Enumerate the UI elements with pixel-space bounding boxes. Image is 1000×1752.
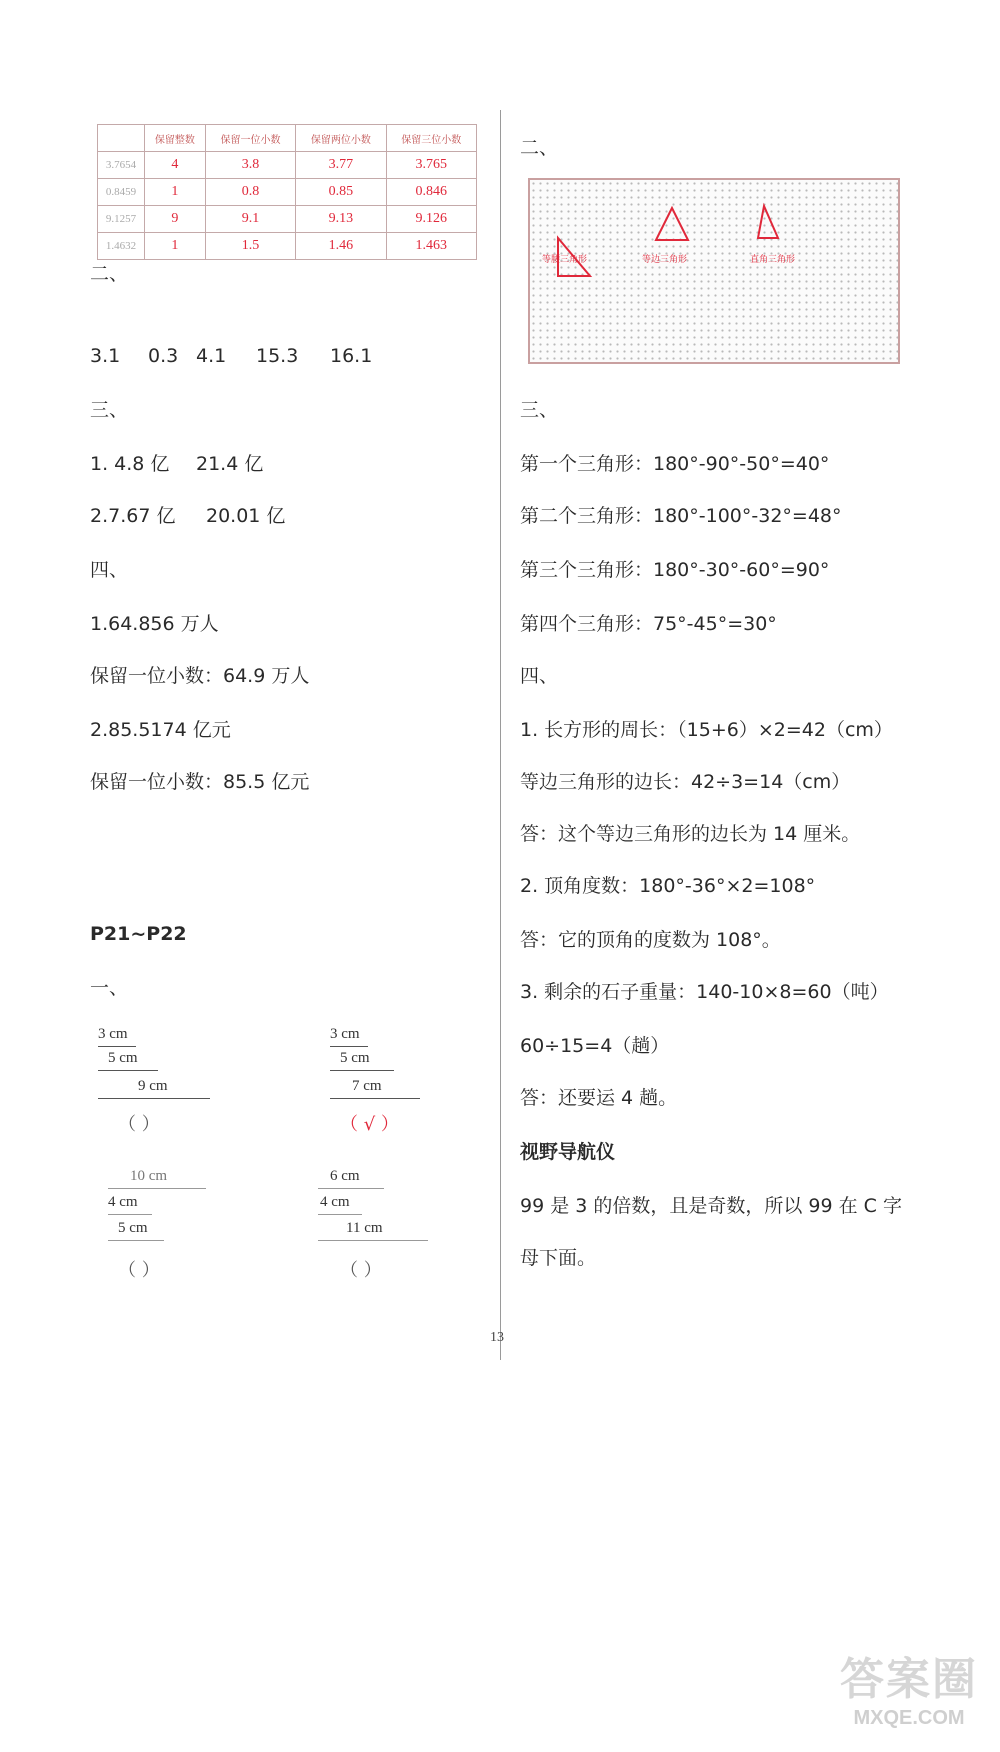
table-row-number: 9.1257 bbox=[98, 206, 145, 233]
table-cell: 1.46 bbox=[296, 233, 386, 260]
answer-number: 15.3 bbox=[256, 345, 299, 367]
segment-line bbox=[98, 1046, 136, 1047]
answer-number: 16.1 bbox=[330, 345, 373, 367]
table-row bbox=[98, 233, 477, 260]
table-cell: 0.8 bbox=[205, 179, 295, 206]
section-heading: 二、 bbox=[520, 137, 559, 159]
segment-label: 5 cm bbox=[340, 1050, 370, 1066]
dot-grid-drawing bbox=[528, 178, 900, 364]
segment-label: 10 cm bbox=[130, 1168, 168, 1184]
segment-label: 7 cm bbox=[352, 1078, 382, 1094]
triangle-label: 等腰三角形 bbox=[542, 255, 588, 265]
answer-parentheses: （ ） bbox=[118, 1260, 160, 1281]
answer-line: 21.4 亿 bbox=[196, 453, 264, 475]
segment-label: 3 cm bbox=[98, 1026, 128, 1042]
answer-line: 第二个三角形：180°-100°-32°=48° bbox=[520, 505, 842, 527]
segment-line bbox=[318, 1188, 384, 1189]
answer-parentheses: （ ） bbox=[118, 1114, 160, 1135]
table-cell: 3.77 bbox=[296, 152, 386, 179]
segment-line bbox=[318, 1240, 428, 1241]
section-heading: 二、 bbox=[90, 263, 129, 285]
answer-number: 0.3 bbox=[148, 345, 179, 367]
table-header: 保留两位小数 bbox=[296, 125, 386, 152]
table-row-number: 1.4632 bbox=[98, 233, 145, 260]
table-cell: 9 bbox=[145, 206, 206, 233]
section-heading: 三、 bbox=[520, 399, 559, 421]
table-cell: 0.846 bbox=[386, 179, 476, 206]
answer-line: 保留一位小数：85.5 亿元 bbox=[90, 771, 310, 793]
segment-label: 4 cm bbox=[320, 1194, 350, 1210]
segment-label: 11 cm bbox=[346, 1220, 383, 1236]
segment-label: 5 cm bbox=[108, 1050, 138, 1066]
table-cell: 4 bbox=[145, 152, 206, 179]
answer-line: 1. 长方形的周长：（15+6）×2=42（cm） bbox=[520, 719, 893, 741]
table-corner-cell bbox=[98, 125, 145, 152]
table-cell: 9.13 bbox=[296, 206, 386, 233]
page-range-heading: P21~P22 bbox=[90, 923, 187, 945]
table-cell: 1 bbox=[145, 179, 206, 206]
segment-line bbox=[98, 1098, 210, 1099]
table-header-row bbox=[98, 125, 477, 152]
table-cell: 3.765 bbox=[386, 152, 476, 179]
answer-line: 答：它的顶角的度数为 108°。 bbox=[520, 929, 781, 951]
answer-line: 第三个三角形：180°-30°-60°=90° bbox=[520, 559, 830, 581]
answer-line: 保留一位小数：64.9 万人 bbox=[90, 665, 310, 687]
table-row bbox=[98, 179, 477, 206]
answer-line: 60÷15=4（趟） bbox=[520, 1035, 670, 1057]
table-header: 保留一位小数 bbox=[205, 125, 295, 152]
segment-line bbox=[330, 1070, 394, 1071]
answer-number: 4.1 bbox=[196, 345, 227, 367]
segment-label: 5 cm bbox=[118, 1220, 148, 1236]
answer-line: 等边三角形的边长：42÷3=14（cm） bbox=[520, 771, 851, 793]
triangles-svg bbox=[530, 180, 898, 362]
answer-line: 第一个三角形：180°-90°-50°=40° bbox=[520, 453, 830, 475]
triangle-label: 等边三角形 bbox=[642, 255, 688, 265]
triangle-label: 直角三角形 bbox=[750, 255, 796, 265]
section-heading: 四、 bbox=[90, 559, 129, 581]
rounding-table bbox=[97, 124, 477, 260]
answer-line: 3. 剩余的石子重量：140-10×8=60（吨） bbox=[520, 981, 889, 1003]
right-triangle bbox=[758, 206, 778, 238]
table-cell: 1 bbox=[145, 233, 206, 260]
answer-line: 20.01 亿 bbox=[206, 505, 286, 527]
column-divider bbox=[500, 110, 501, 1360]
segment-line bbox=[98, 1070, 158, 1071]
table-row bbox=[98, 152, 477, 179]
segment-line bbox=[330, 1098, 420, 1099]
segment-line bbox=[108, 1240, 164, 1241]
segment-line bbox=[108, 1214, 152, 1215]
section-heading: 一、 bbox=[90, 977, 129, 999]
table-cell: 9.126 bbox=[386, 206, 476, 233]
answer-line: 母下面。 bbox=[520, 1247, 597, 1269]
segment-line bbox=[330, 1046, 368, 1047]
equilateral-triangle bbox=[656, 208, 688, 240]
answer-number: 3.1 bbox=[90, 345, 121, 367]
section-heading: 三、 bbox=[90, 399, 129, 421]
section-heading: 四、 bbox=[520, 665, 559, 687]
answer-line: 答：还要运 4 趟。 bbox=[520, 1087, 678, 1109]
page-number: 13 bbox=[490, 1330, 504, 1345]
segment-label: 4 cm bbox=[108, 1194, 138, 1210]
answer-line: 答：这个等边三角形的边长为 14 厘米。 bbox=[520, 823, 861, 845]
answer-line: 99 是 3 的倍数，且是奇数，所以 99 在 C 字 bbox=[520, 1195, 902, 1217]
table-cell: 0.85 bbox=[296, 179, 386, 206]
table-cell: 9.1 bbox=[205, 206, 295, 233]
table-header: 保留三位小数 bbox=[386, 125, 476, 152]
segment-label: 9 cm bbox=[138, 1078, 168, 1094]
table-row-number: 3.7654 bbox=[98, 152, 145, 179]
watermark-url: MXQE.COM bbox=[853, 1707, 965, 1729]
table-row-number: 0.8459 bbox=[98, 179, 145, 206]
table-cell: 1.5 bbox=[205, 233, 295, 260]
table-header: 保留整数 bbox=[145, 125, 206, 152]
answer-line: 1.64.856 万人 bbox=[90, 613, 219, 635]
answer-parentheses: （ ） bbox=[340, 1260, 382, 1281]
segment-line bbox=[108, 1188, 206, 1189]
answer-line: 1. 4.8 亿 bbox=[90, 453, 170, 475]
answer-line: 2. 顶角度数：180°-36°×2=108° bbox=[520, 875, 816, 897]
nav-heading: 视野导航仪 bbox=[520, 1141, 616, 1163]
table-row bbox=[98, 206, 477, 233]
answer-parentheses-checked: （ √ ） bbox=[340, 1114, 399, 1135]
answer-line: 2.7.67 亿 bbox=[90, 505, 176, 527]
watermark-logo: 答案圈 bbox=[840, 1654, 978, 1705]
segment-line bbox=[318, 1214, 362, 1215]
segment-label: 6 cm bbox=[330, 1168, 360, 1184]
answer-line: 第四个三角形：75°-45°=30° bbox=[520, 613, 777, 635]
segment-label: 3 cm bbox=[330, 1026, 360, 1042]
table-cell: 1.463 bbox=[386, 233, 476, 260]
answer-line: 2.85.5174 亿元 bbox=[90, 719, 231, 741]
table-cell: 3.8 bbox=[205, 152, 295, 179]
watermark bbox=[840, 1643, 978, 1730]
